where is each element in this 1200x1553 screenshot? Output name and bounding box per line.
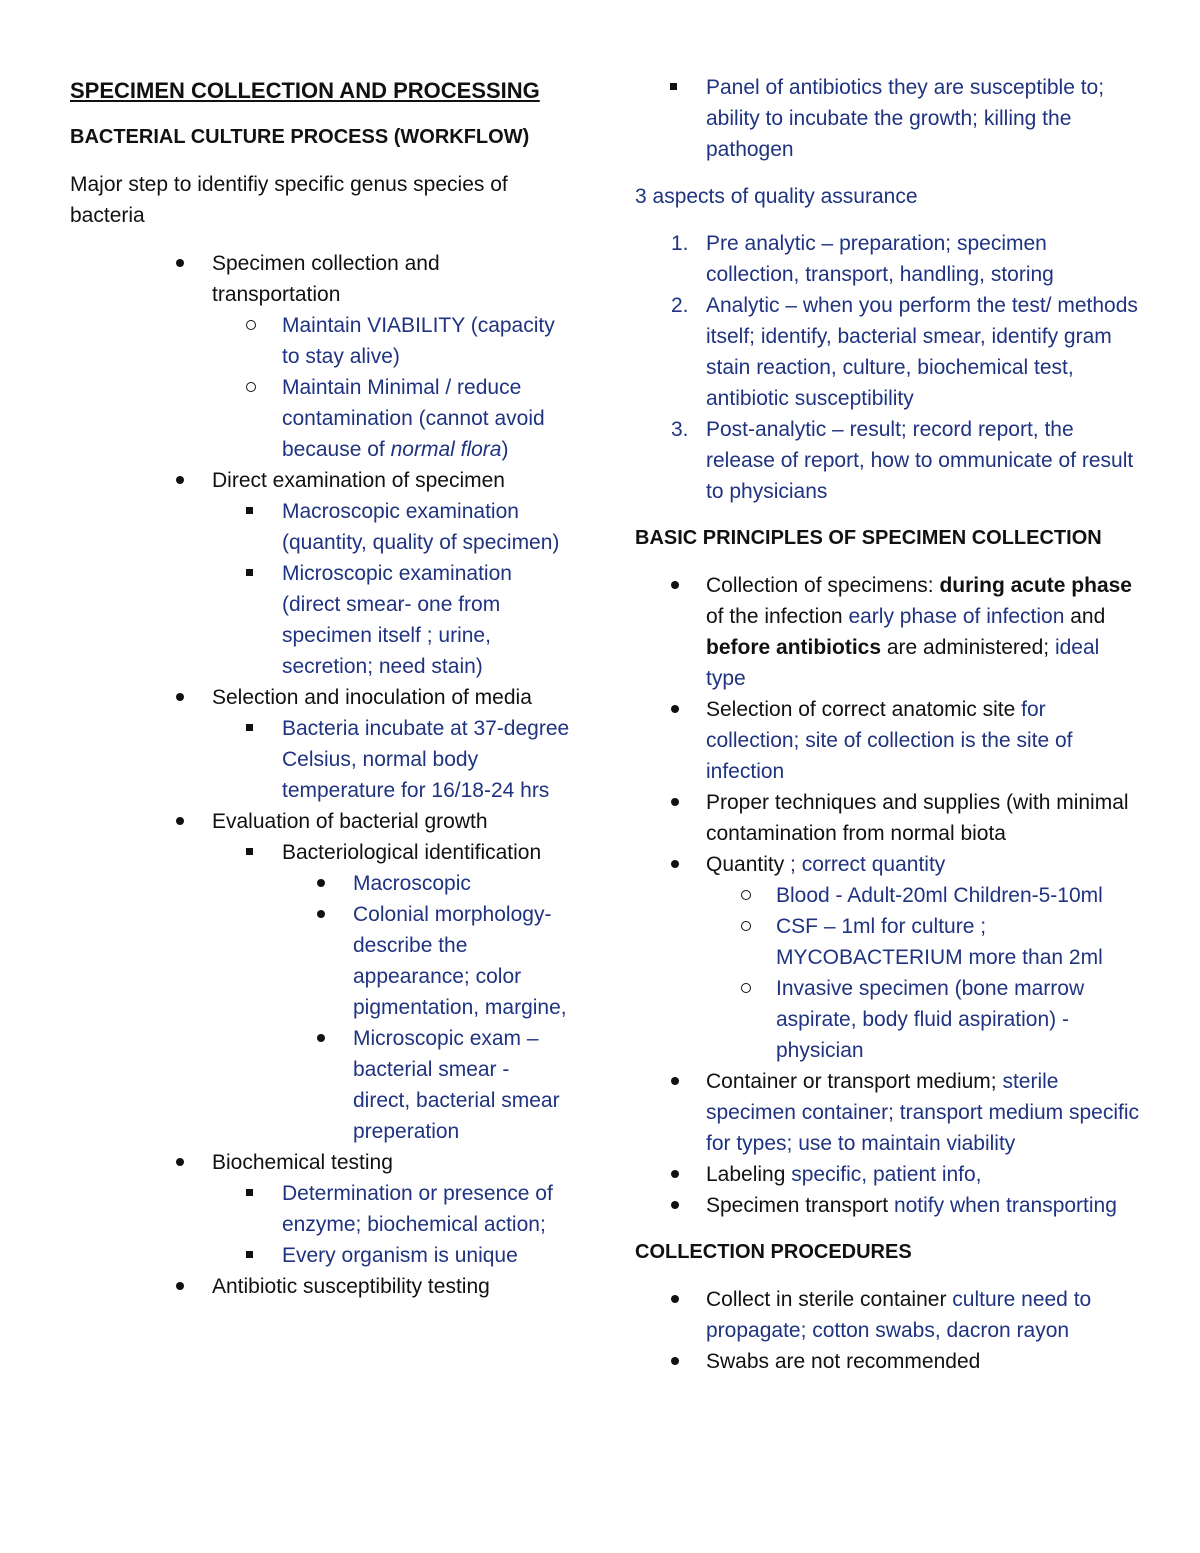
list-item: Container or transport medium; sterile specimen container; transport medium specific for types; use to maintain viability xyxy=(706,1070,1140,1155)
list-item: Biochemical testing xyxy=(212,1151,393,1174)
list-item: Specimen collection and transportation xyxy=(212,252,440,306)
list-item: Swabs are not recommended xyxy=(706,1350,981,1373)
section-heading-basic-principles: BASIC PRINCIPLES OF SPECIMEN COLLECTION xyxy=(635,527,1102,549)
list-item: Direct examination of specimen xyxy=(212,469,505,492)
section-heading-workflow: BACTERIAL CULTURE PROCESS (WORKFLOW) xyxy=(70,126,530,148)
list-item: Labeling specific, patient info, xyxy=(706,1163,982,1186)
intro-text: Major step to identifiy specific genus species of bacteria xyxy=(70,173,508,227)
list-item: Specimen transport notify when transporting xyxy=(706,1194,1117,1217)
list-item: Maintain VIABILITY (capacity to stay alive) xyxy=(282,314,555,368)
list-item: Antibiotic susceptibility testing xyxy=(212,1275,490,1298)
section-heading-collection-procedures: COLLECTION PROCEDURES xyxy=(635,1241,912,1263)
list-item: Invasive specimen (bone marrow aspirate, body fluid aspiration) - physician xyxy=(776,977,1085,1062)
list-item: Selection and inoculation of media xyxy=(212,686,532,709)
list-item: 2. Analytic – when you perform the test/ methods itself; identify, bacterial smear, identify gram stain reaction, culture, biochemical test, antibiotic susceptibility xyxy=(671,294,1138,410)
workflow-list xyxy=(70,248,570,1302)
list-item: Panel of antibiotics they are susceptible to; ability to incubate the growth; killing the pathogen xyxy=(706,76,1105,161)
continued-list xyxy=(635,72,1140,165)
list-item: Macroscopic xyxy=(353,872,471,895)
list-item: Selection of correct anatomic site for collection; site of collection is the site of infection xyxy=(706,698,1073,783)
list-item: Quantity ; correct quantity xyxy=(706,853,946,876)
qa-heading: 3 aspects of quality assurance xyxy=(635,185,918,208)
list-item: CSF – 1ml for culture ; MYCOBACTERIUM more than 2ml xyxy=(776,915,1103,969)
list-item: 1. Pre analytic – preparation; specimen collection, transport, handling, storing xyxy=(671,232,1054,286)
list-item: Evaluation of bacterial growth xyxy=(212,810,488,833)
list-item: Microscopic examination (direct smear- one from specimen itself ; urine, secretion; need stain) xyxy=(282,562,512,678)
procedures-list xyxy=(635,1284,1140,1377)
list-item: Macroscopic examination (quantity, quality of specimen) xyxy=(282,500,560,554)
list-item: Bacteria incubate at 37-degree Celsius, normal body temperature for 16/18-24 hrs xyxy=(282,717,570,802)
list-item: Collection of specimens: during acute phase of the infection early phase of infection and before antibiotics are administered; ideal type xyxy=(706,574,1132,690)
list-item: Determination or presence of enzyme; biochemical action; xyxy=(282,1182,553,1236)
list-item: 3. Post-analytic – result; record report, the release of report, how to ommunicate of result to physicians xyxy=(671,418,1134,503)
list-item: Colonial morphology- describe the appearance; color pigmentation, margine, xyxy=(353,903,567,1019)
qa-list xyxy=(635,228,1140,507)
list-item: Proper techniques and supplies (with minimal contamination from normal biota xyxy=(706,791,1129,845)
list-item: Bacteriological identification xyxy=(282,841,542,864)
right-column xyxy=(635,72,1140,1377)
list-item: Blood - Adult-20ml Children-5-10ml xyxy=(776,884,1103,907)
list-item: Every organism is unique xyxy=(282,1244,518,1267)
page-title: SPECIMEN COLLECTION AND PROCESSING xyxy=(70,78,540,103)
list-item: Collect in sterile container culture need to propagate; cotton swabs, dacron rayon xyxy=(706,1288,1092,1342)
list-item: Microscopic exam – bacterial smear - direct, bacterial smear preperation xyxy=(353,1027,560,1143)
principles-list xyxy=(635,570,1140,1221)
list-item: Maintain Minimal / reduce contamination (cannot avoid because of normal flora) xyxy=(282,376,545,461)
left-column xyxy=(70,72,570,1302)
